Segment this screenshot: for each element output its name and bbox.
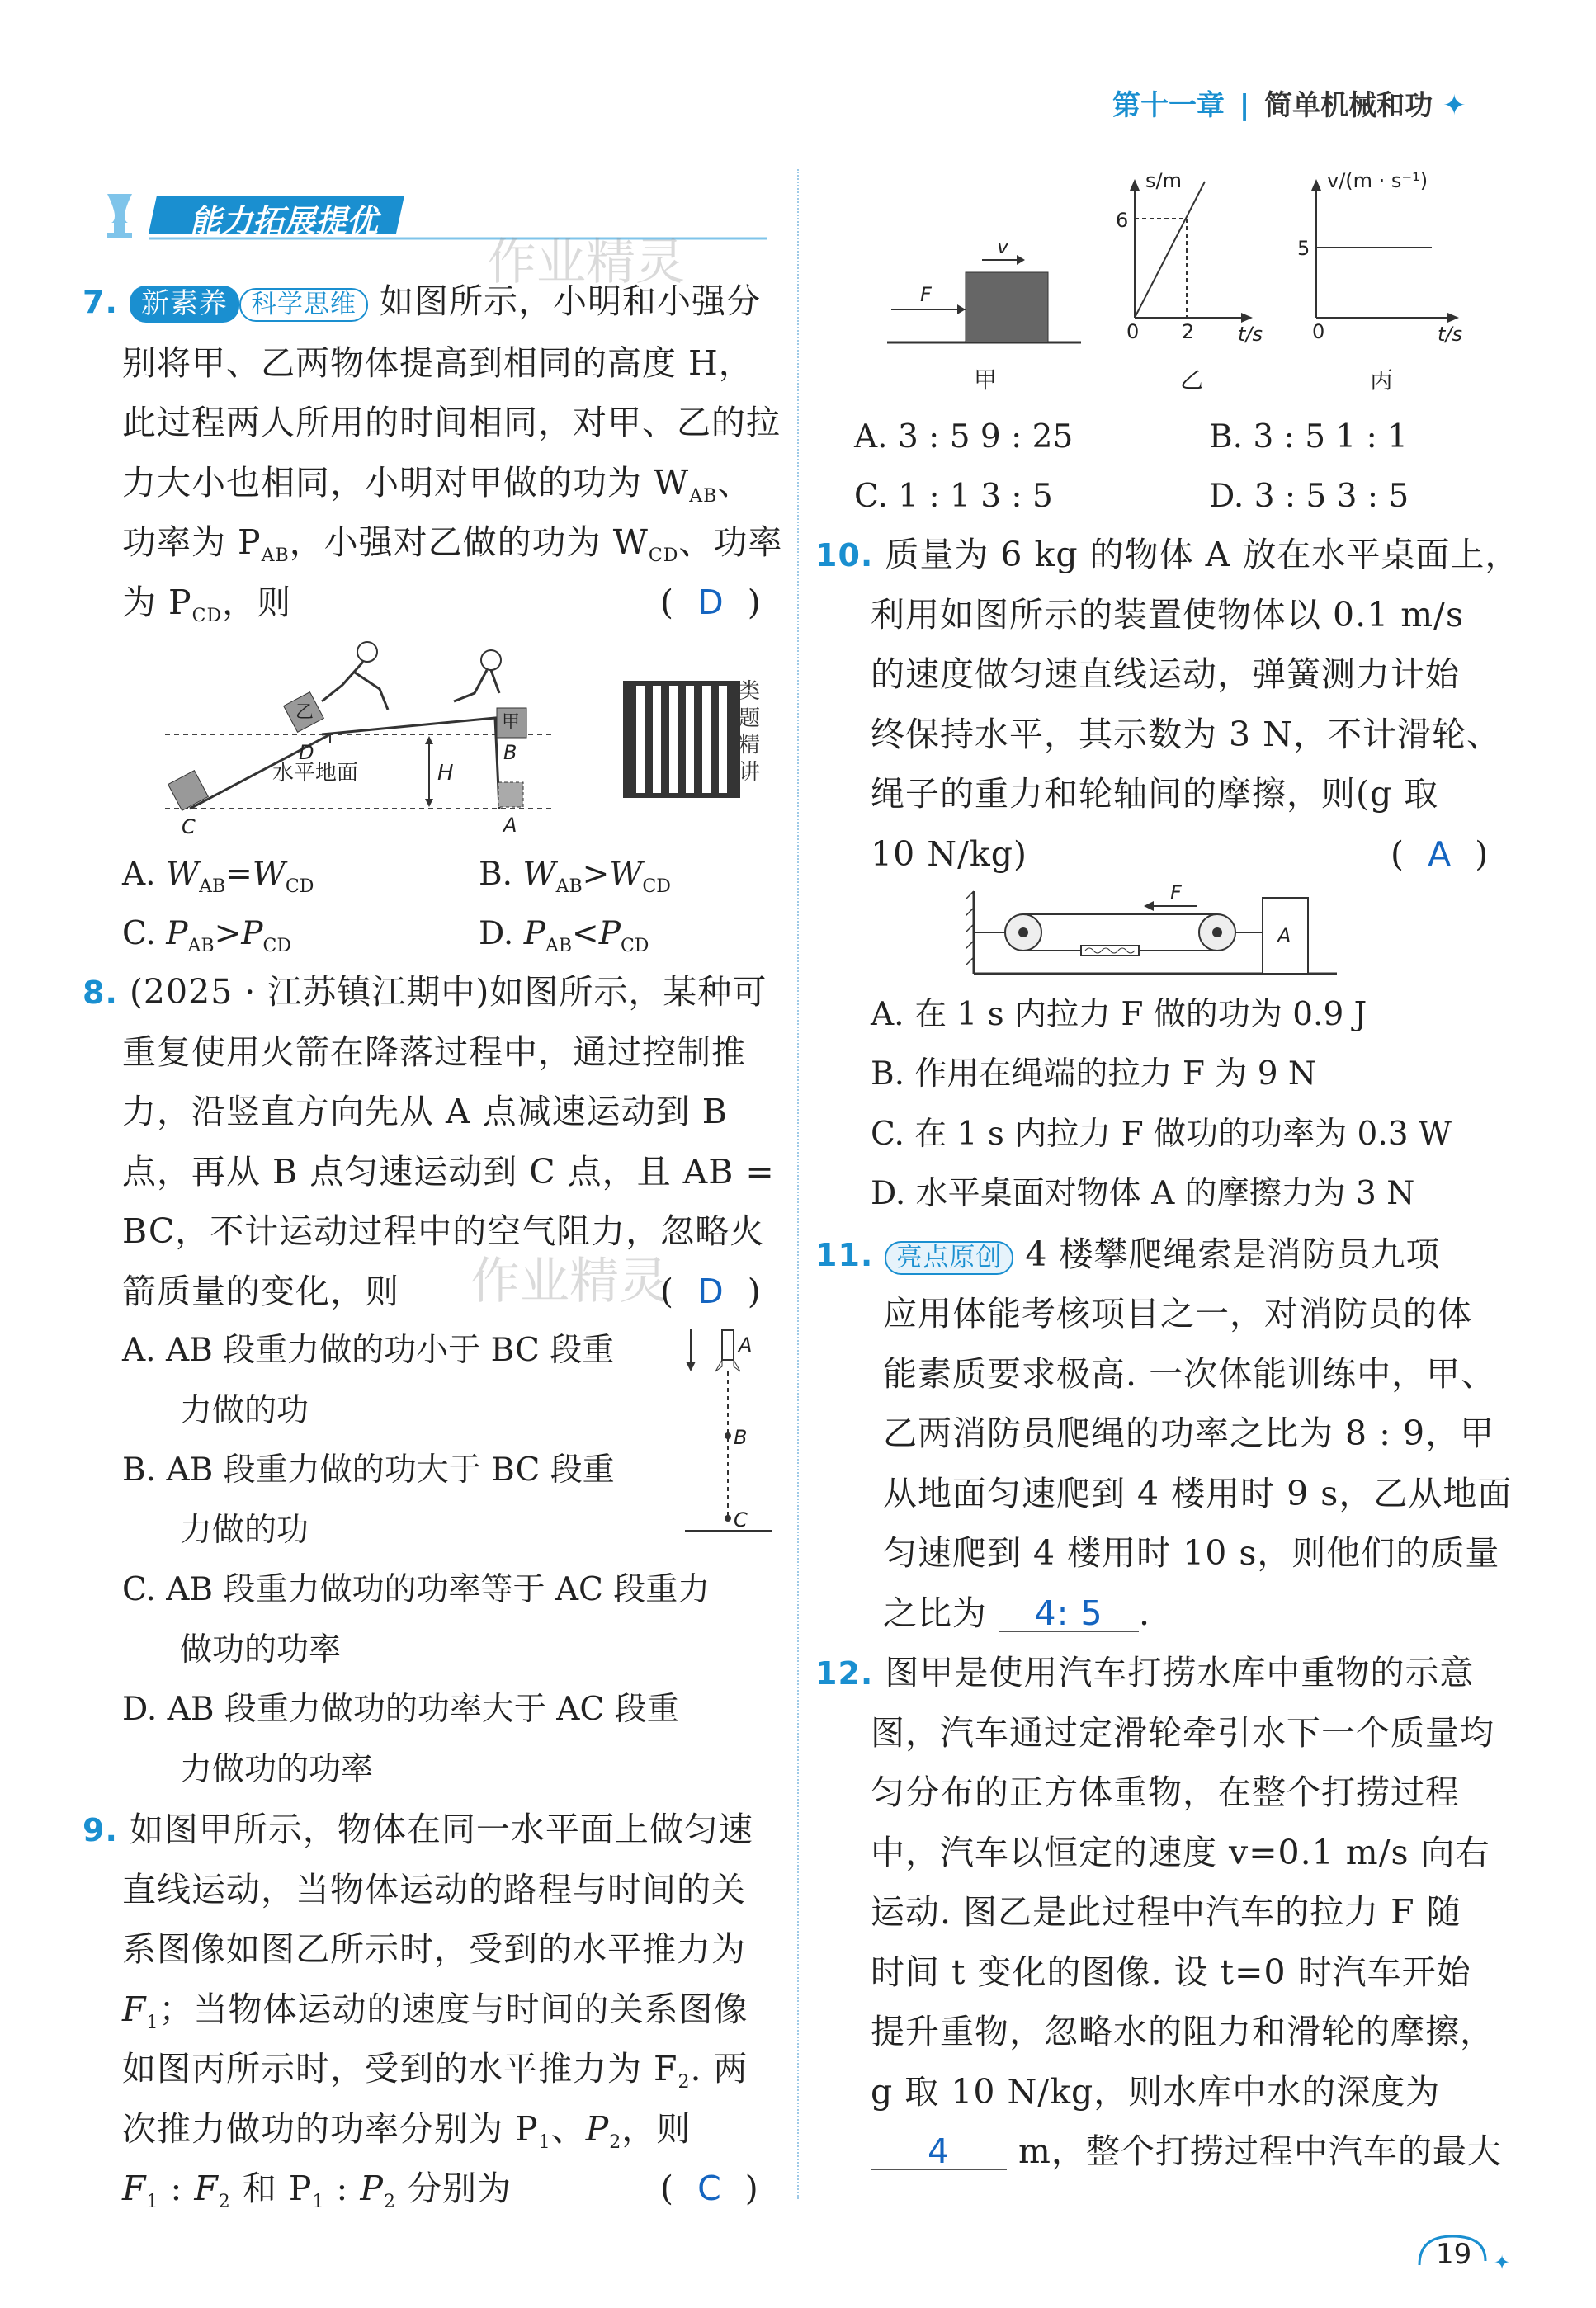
q11-answer-blank[interactable]: 4: 5 — [999, 1597, 1139, 1632]
q10-line-5: 绳子的重力和轮轴间的摩擦，则(g 取 — [871, 774, 1439, 814]
q10-label-f: F — [1170, 883, 1182, 904]
qr-code[interactable] — [623, 681, 740, 798]
q12-line-4: 中，汽车以恒定的速度 v=0.1 m/s 向右 — [871, 1833, 1490, 1872]
q9-label-v: v — [997, 235, 1009, 258]
q9-yi-origin: 0 — [1126, 320, 1140, 343]
q11-text-7: 之比为 — [883, 1593, 987, 1633]
q12-line-5: 运动. 图乙是此过程中汽车的拉力 F 随 — [871, 1892, 1461, 1932]
chapter-header — [1112, 83, 1466, 123]
q7-label-h: H — [437, 761, 454, 786]
q9-option-c[interactable]: C. 1 : 1 3 : 5 — [854, 478, 1053, 515]
q11-line-4: 乙两消防员爬绳的功率之比为 8 : 9，甲 — [883, 1414, 1495, 1453]
q9-line-5: 如图丙所示时，受到的水平推力为 $F_2$. 两 — [122, 2049, 748, 2093]
q10-line-6: 10 N/kg) — [871, 834, 1027, 874]
q11-end: . — [1139, 1593, 1151, 1633]
q10-option-a[interactable]: A. 在 1 s 内拉力 F 做的功为 0.9 J — [871, 996, 1367, 1033]
header-separator: | — [1239, 89, 1250, 122]
rocket-icon — [715, 1330, 740, 1371]
q9-option-a[interactable]: A. 3 : 5 9 : 25 — [854, 418, 1074, 455]
q9-figure — [883, 161, 1510, 400]
q9-answer: ( C ) — [660, 2169, 759, 2208]
q8-label-a: A — [739, 1333, 753, 1357]
q12-text-9: m，整个打捞过程中汽车的最大 — [1018, 2131, 1502, 2171]
q10-number: 10. — [815, 537, 874, 573]
q9-number: 9. — [83, 1812, 118, 1848]
q9-text-4: ；当物体运动的速度与时间的关系图像 — [158, 1989, 748, 2029]
q10-figure — [966, 883, 1345, 982]
section-title: 能力拓展提优 — [190, 203, 379, 239]
q12-number: 12. — [815, 1655, 874, 1692]
q11-number: 11. — [815, 1237, 874, 1273]
q11-text-1: 4 楼攀爬绳索是消防员九项 — [1025, 1234, 1441, 1274]
q8-option-a[interactable]: A. AB 段重力做的功小于 BC 段重 — [122, 1332, 615, 1369]
q8-label-b: B — [734, 1426, 748, 1449]
q8-figure — [681, 1320, 780, 1551]
q7-text-4: 力大小也相同，小明对甲做的功为 W — [122, 463, 690, 503]
q9-line-2: 直线运动，当物体运动的路程与时间的关 — [122, 1870, 746, 1909]
q10-option-b[interactable]: B. 作用在绳端的拉力 F 为 9 N — [871, 1055, 1317, 1093]
q12-text-1: 图甲是使用汽车打捞水库中重物的示意 — [885, 1653, 1475, 1692]
q9-bing-xlabel: t/s — [1438, 323, 1462, 346]
q9-yi-xlabel: t/s — [1238, 323, 1263, 346]
q7-line-4 — [122, 463, 753, 507]
q8-option-c-cont: 做功的功率 — [180, 1631, 342, 1668]
q11-line-2: 应用体能考核项目之一，对消防员的体 — [883, 1294, 1472, 1333]
chapter-title: 简单机械和功 — [1264, 89, 1433, 122]
q8-answer: ( D ) — [660, 1272, 762, 1311]
q7-answer: ( D ) — [660, 583, 762, 622]
q8-text-1: (2025 · 江苏镇江期中)如图所示，某种可 — [129, 972, 767, 1012]
q8-answer-value: D — [697, 1272, 725, 1311]
q10-label-a: A — [1277, 924, 1291, 947]
q8-option-a-cont: 力做的功 — [180, 1392, 309, 1429]
q7-label-jia: 甲 — [502, 712, 521, 733]
q9-text-7: 和 P — [242, 2169, 313, 2208]
q11-tag: 亮点原创 — [885, 1241, 1013, 1275]
q7-figure — [157, 635, 569, 850]
q7-label-b: B — [503, 741, 517, 764]
q8-line-6: 箭质量的变化，则 — [122, 1272, 399, 1311]
page-number: 19 — [1436, 2238, 1472, 2271]
q7-line-6 — [122, 583, 292, 627]
q11-line-3: 能素质要求极高. 一次体能训练中，甲、 — [883, 1354, 1496, 1394]
q10-answer-value: A — [1428, 834, 1452, 874]
q8-number: 8. — [83, 975, 118, 1011]
q7-sub: AB — [689, 486, 718, 507]
q7-label-a: A — [503, 814, 517, 837]
q10-answer: ( A ) — [1391, 834, 1490, 874]
q8-line-5: BC，不计运动过程中的空气阻力，忽略火 — [122, 1211, 765, 1251]
q7-line-5 — [122, 522, 783, 567]
q9-text-6: 次推力做功的功率分别为 P — [122, 2109, 539, 2149]
q10-line-4: 终保持水平，其示数为 3 N，不计滑轮、 — [871, 715, 1502, 754]
q7-option-c[interactable]: C. $P_{AB}>P_{CD}$ — [122, 915, 291, 956]
q8-line-2: 重复使用火箭在降落过程中，通过控制推 — [122, 1032, 746, 1072]
q9-yi-ytick: 6 — [1116, 209, 1129, 232]
q8-line-4: 点，再从 B 点匀速运动到 C 点，且 AB = — [122, 1152, 775, 1192]
q9-option-d[interactable]: D. 3 : 5 3 : 5 — [1209, 478, 1409, 515]
q7-text-5c: 、功率 — [678, 522, 783, 562]
watermark: 作业精灵 — [470, 1253, 668, 1310]
q8-option-d-cont: 力做功的功率 — [180, 1751, 374, 1788]
q7-number: 7. — [83, 284, 118, 320]
q9-figure-jia — [887, 235, 1081, 394]
qr-label: 类题精讲 — [739, 679, 761, 785]
q7-label-c: C — [182, 815, 196, 838]
q9-line-7: $F_1$ : $F_2$ 和 $P_1$ : $P_2$ 分别为 — [122, 2169, 512, 2213]
trophy-icon — [107, 194, 132, 238]
q12-answer-blank[interactable]: 4 — [871, 2135, 1007, 2170]
q7-line-2: 别将甲、乙两物体提高到相同的高度 H， — [122, 343, 753, 383]
q11-line-7 — [883, 1593, 1151, 1633]
q12-line-8: g 取 10 N/kg，则水库中水的深度为 — [871, 2072, 1441, 2112]
q9-bing-ytick: 5 — [1297, 237, 1310, 260]
q11-line-6: 匀速爬到 4 楼用时 10 s，则他们的质量 — [883, 1533, 1500, 1573]
q7-text-1: 如图所示，小明和小强分 — [379, 281, 761, 321]
q7-option-a[interactable]: A. $W_{AB}=W_{CD}$ — [122, 856, 314, 897]
q11-line-5: 从地面匀速爬到 4 楼用时 9 s，乙从地面 — [883, 1474, 1513, 1513]
q7-text-5b: ，小强对乙做的功为 W — [289, 522, 649, 562]
q7-option-b[interactable]: B. $W_{AB}>W_{CD}$ — [479, 856, 671, 897]
q9-yi-xtick: 2 — [1182, 320, 1195, 343]
chapter-label: 第十一章 — [1112, 89, 1225, 122]
q8-line-3: 力，沿竖直方向先从 A 点减速运动到 B — [122, 1092, 728, 1131]
watermark: 作业精灵 — [487, 234, 685, 291]
q7-option-d[interactable]: D. $P_{AB}<P_{CD}$ — [479, 915, 649, 956]
q10-option-c[interactable]: C. 在 1 s 内拉力 F 做功的功率为 0.3 W — [871, 1116, 1452, 1153]
q7-text-4b: 、 — [717, 463, 753, 503]
q7-answer-value: D — [697, 583, 725, 622]
q7-text-6: 为 P — [122, 583, 192, 622]
q9-line-6: 次推力做功的功率分别为 $P_1$、$P_2$，则 — [122, 2109, 692, 2154]
q7-line-1 — [83, 281, 761, 323]
q9-label-bing: 丙 — [1370, 366, 1394, 394]
q9-label-yi: 乙 — [1180, 366, 1204, 394]
q9-label-f: F — [920, 283, 932, 306]
q10-line-2: 利用如图所示的装置使物体以 0.1 m/s — [871, 595, 1464, 635]
q7-tag-thinking: 科学思维 — [239, 288, 368, 322]
q12-line-7: 提升重物，忽略水的阻力和滑轮的摩擦， — [871, 2012, 1494, 2051]
q12-line-2: 图，汽车通过定滑轮牵引水下一个质量均 — [871, 1713, 1494, 1753]
q10-line-1 — [815, 535, 1520, 574]
q9-option-b[interactable]: B. 3 : 5 1 : 1 — [1209, 418, 1408, 455]
sparkle-icon: ✦ — [1494, 2251, 1511, 2274]
q7-sub: CD — [648, 545, 679, 567]
q9-bing-ylabel: v/(m · s⁻¹) — [1327, 169, 1428, 192]
q8-option-b-cont: 力做的功 — [180, 1512, 309, 1549]
q8-option-d[interactable]: D. AB 段重力做功的功率大于 AC 段重 — [122, 1691, 679, 1728]
q9-bing-origin: 0 — [1312, 320, 1325, 343]
q7-line-3: 此过程两人所用的时间相同，对甲、乙的拉 — [122, 403, 781, 442]
q9-figure-yi — [1116, 169, 1263, 394]
q10-text-1: 质量为 6 kg 的物体 A 放在水平桌面上， — [885, 535, 1520, 574]
q10-line-3: 的速度做匀速直线运动，弹簧测力计始 — [871, 654, 1460, 694]
q9-line-3: 系图像如图乙所示时，受到的水平推力为 — [122, 1929, 746, 1969]
q8-option-b[interactable]: B. AB 段重力做的功大于 BC 段重 — [122, 1451, 615, 1489]
q7-label-yi: 乙 — [295, 702, 314, 723]
q9-line-1 — [83, 1810, 753, 1849]
q9-text-1: 如图甲所示，物体在同一水平面上做匀速 — [129, 1810, 753, 1849]
q12-line-9 — [871, 2131, 1502, 2171]
column-divider — [797, 169, 799, 2199]
q8-option-c[interactable]: C. AB 段重力做功的功率等于 AC 段重力 — [122, 1571, 711, 1608]
sparkle-icon: ✦ — [1442, 89, 1466, 122]
q12-line-3: 匀分布的正方体重物，在整个打捞过程 — [871, 1772, 1460, 1812]
q12-line-1 — [815, 1653, 1475, 1692]
q7-text-5: 功率为 P — [122, 522, 262, 562]
q9-text-5: 如图丙所示时，受到的水平推力为 F — [122, 2049, 678, 2089]
q8-line-1 — [83, 972, 767, 1012]
q9-label-jia: 甲 — [974, 366, 998, 394]
q8-label-c: C — [734, 1508, 748, 1532]
q7-sub: AB — [261, 545, 290, 567]
q9-figure-bing — [1297, 169, 1462, 394]
q9-answer-value: C — [697, 2169, 722, 2208]
q9-line-4: $F_1$；当物体运动的速度与时间的关系图像 — [122, 1989, 748, 2034]
q7-tag-literacy: 新素养 — [130, 286, 239, 323]
q11-line-1 — [815, 1234, 1441, 1275]
page-number-box — [1415, 2228, 1511, 2277]
q7-sub: CD — [191, 606, 223, 627]
q7-label-ground: 水平地面 — [272, 761, 359, 786]
q7-label-d: D — [299, 741, 314, 764]
q9-yi-ylabel: s/m — [1145, 169, 1182, 192]
q12-line-6: 时间 t 变化的图像. 设 t=0 时汽车开始 — [871, 1952, 1471, 1992]
q7-text-6b: ，则 — [222, 583, 292, 622]
q10-option-d[interactable]: D. 水平桌面对物体 A 的摩擦力为 3 N — [871, 1175, 1415, 1212]
